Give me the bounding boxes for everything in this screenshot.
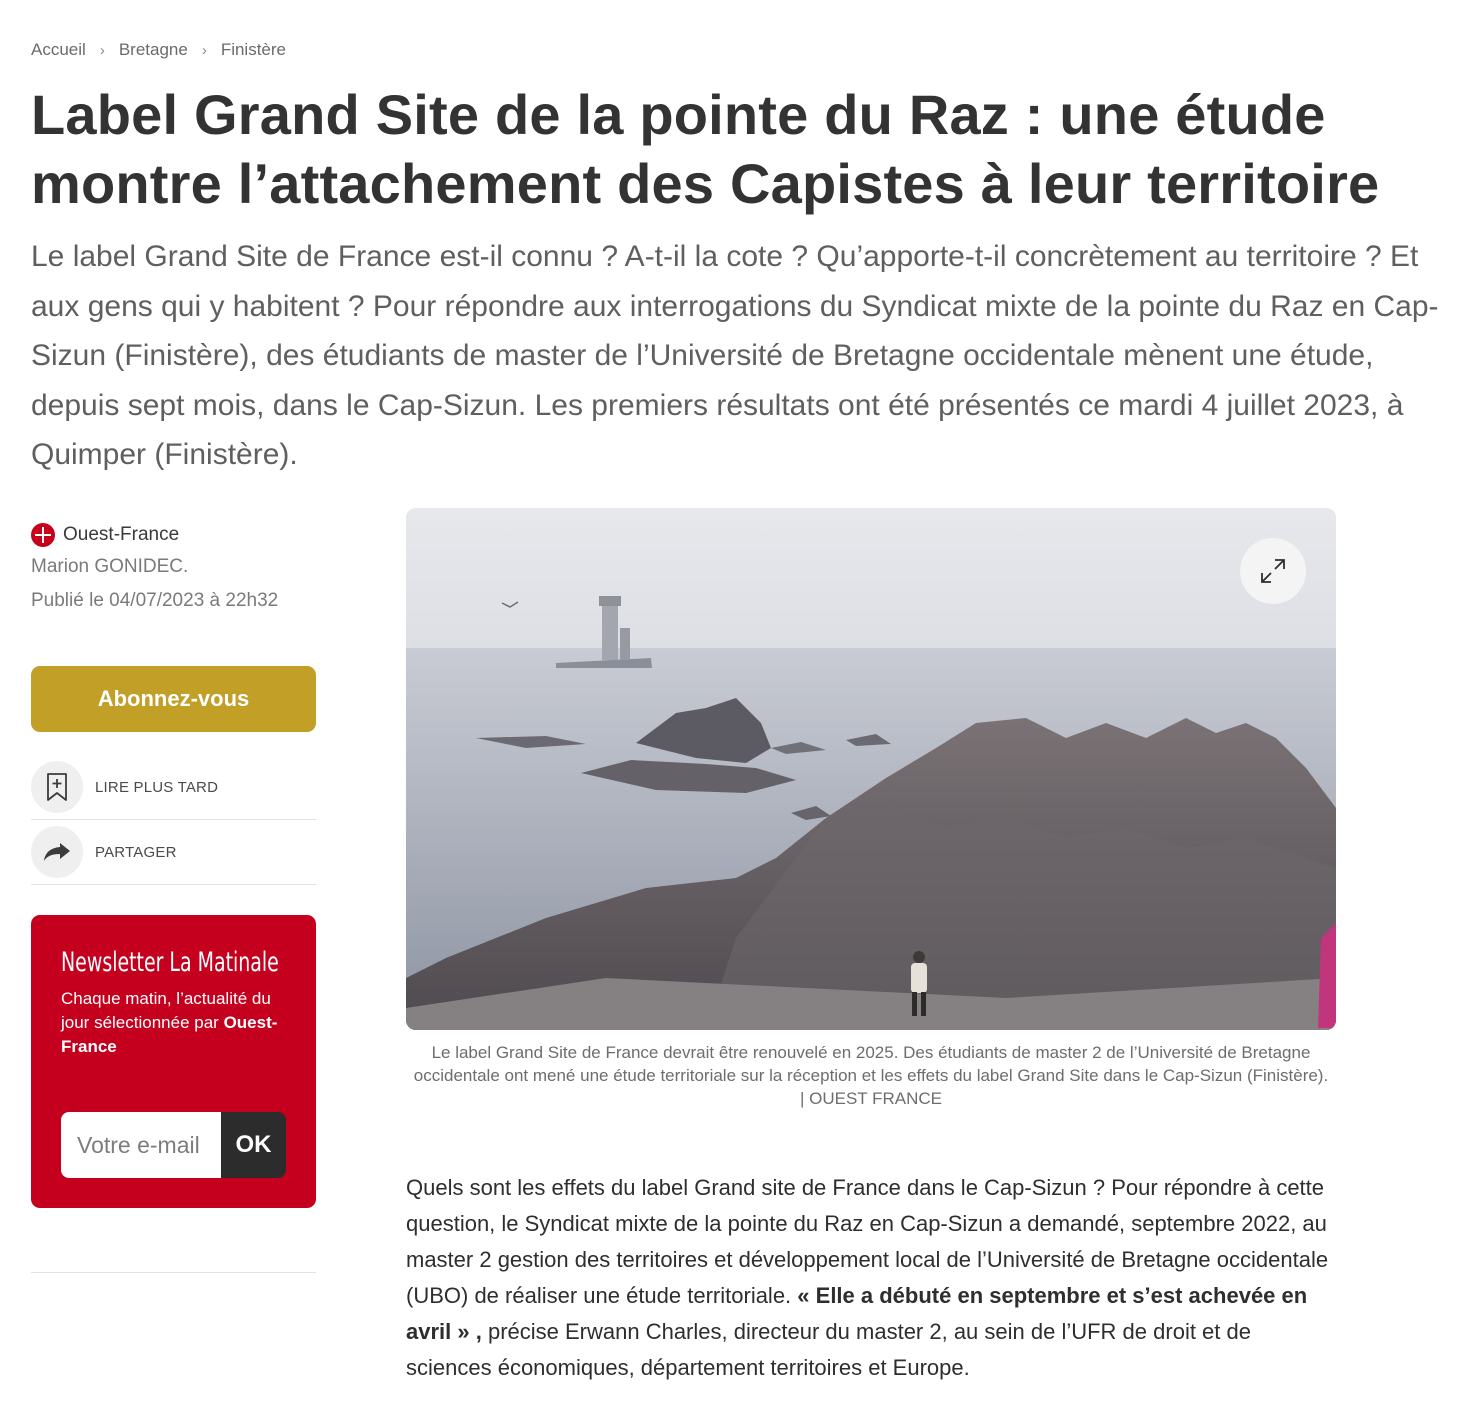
article-sidebar [31, 520, 316, 1158]
newsletter-email-input[interactable] [61, 1112, 221, 1178]
read-later-label: LIRE PLUS TARD [95, 778, 219, 796]
breadcrumb-item-bretagne[interactable]: Bretagne [118, 40, 188, 59]
body-quote: « Elle a débuté en septembre et s’est achevée en avril » , [406, 1283, 1308, 1344]
ouest-france-logo-icon [31, 523, 55, 547]
read-later-button[interactable] [31, 755, 316, 820]
newsletter-form [61, 1112, 286, 1178]
body-text-part1: Quels sont les effets du label Grand site de France dans le Cap-Sizun ? Pour répondre à cette question, le Syndicat mixte de la pointe du Raz en Cap-Sizun a demandé, septembre 2022, au master 2 gestion des territoires et développement local de l’Université de Bretagne occidentale (UBO) de réaliser une étude territoriale. [406, 1175, 1329, 1308]
pointe-du-raz-photo [406, 508, 1336, 1030]
breadcrumb-item-accueil[interactable]: Accueil [31, 40, 86, 59]
image-caption: Le label Grand Site de France devrait être renouvelé en 2025. Des étudiants de master 2 de l’Université de Bretagne occidentale ont mené une étude territoriale sur la réception et les effets du label Grand Site dans le Cap-Sizun (Finistère). | OUEST FRANCE [413, 1043, 1329, 1108]
newsletter-description [61, 987, 286, 1059]
article-title: Label Grand Site de la pointe du Raz : une étude montre l’attachement des Capistes à leur territoire [31, 83, 1380, 215]
expand-icon[interactable] [1240, 538, 1306, 604]
subscribe-button[interactable]: Abonnez-vous [31, 666, 316, 732]
source-name[interactable]: Ouest-France [63, 524, 180, 545]
article-body-paragraph [406, 1170, 1336, 1386]
newsletter-brand: Ouest-France [61, 1013, 278, 1056]
bookmark-add-icon [31, 761, 83, 813]
chevron-right-icon: › [201, 41, 207, 59]
share-button[interactable] [31, 820, 316, 885]
article-lead: Le label Grand Site de France est-il connu ? A-t-il la cote ? Qu’apporte-t-il concrètement au territoire ? Et aux gens qui y habitent ? Pour répondre aux interrogations du Syndicat mixte de la pointe du Raz en Cap-Sizun (Finistère), des étudiants de master de l’Université de Bretagne occidentale mènent une étude, depuis sept mois, dans le Cap-Sizun. Les premiers résultats ont été présentés ce mardi 4 juillet 2023, à Quimper (Finistère). [31, 240, 1439, 471]
newsletter-desc-text: Chaque matin, l’actualité du jour sélectionnée par [61, 989, 271, 1032]
newsletter-box [31, 915, 316, 1208]
article-photo[interactable] [406, 508, 1336, 1030]
chevron-right-icon: › [99, 41, 105, 59]
article-figure [406, 508, 1336, 1110]
newsletter-ok-button[interactable]: OK [221, 1112, 286, 1178]
publish-date: Publié le 04/07/2023 à 22h32 [31, 590, 279, 611]
share-arrow-icon [31, 826, 83, 878]
share-label: PARTAGER [95, 843, 177, 861]
article-source [31, 520, 316, 550]
body-text-part2: précise Erwann Charles, directeur du master 2, au sein de l’UFR de droit et de sciences économiques, département territoires et Europe. [406, 1319, 1251, 1380]
newsletter-title: Newsletter La Matinale [61, 947, 279, 978]
sidebar-divider [31, 1272, 316, 1273]
breadcrumb-item-finistere[interactable]: Finistère [220, 40, 286, 59]
article-author: Marion GONIDEC. [31, 556, 189, 577]
breadcrumb [31, 40, 286, 60]
